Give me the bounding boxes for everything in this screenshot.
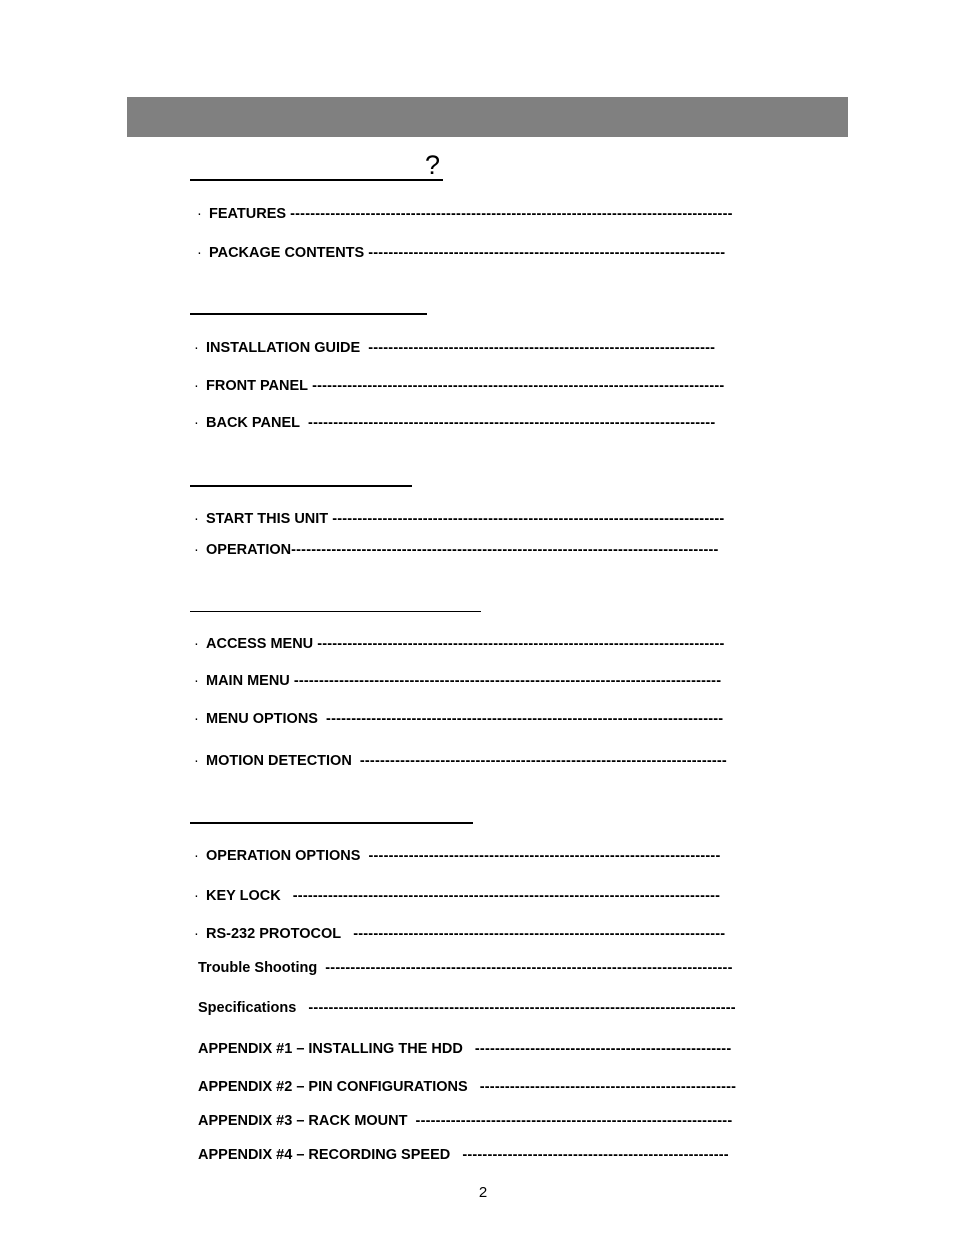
toc-entry-installation-guide[interactable] bbox=[194, 339, 764, 357]
toc-entry-access-menu[interactable] bbox=[194, 635, 759, 653]
toc-entry-motion-detection[interactable] bbox=[194, 752, 760, 770]
toc-entry-package-contents[interactable] bbox=[197, 244, 769, 262]
toc-leader: ------------------------------------------------------------------------------------- bbox=[308, 1000, 736, 1016]
toc-label: PACKAGE CONTENTS bbox=[209, 245, 365, 261]
toc-label: OPERATION OPTIONS bbox=[206, 848, 361, 864]
bullet: · bbox=[194, 926, 199, 942]
toc-leader: --------------------------------------------------------------------------------- bbox=[317, 636, 725, 652]
section-rule-3 bbox=[190, 485, 412, 487]
toc-leader: ------------------------------------------------------------------------------------- bbox=[292, 888, 721, 904]
toc-entry-trouble-shooting[interactable] bbox=[198, 959, 769, 977]
toc-entry-features[interactable] bbox=[197, 205, 767, 223]
toc-leader: ------------------------------------------------------------------------- bbox=[359, 753, 727, 769]
bullet: · bbox=[194, 848, 199, 864]
bullet: · bbox=[194, 753, 199, 769]
toc-entry-back-panel[interactable] bbox=[194, 414, 764, 432]
toc-entry-main-menu[interactable] bbox=[194, 672, 759, 690]
toc-entry-appendix-2[interactable] bbox=[198, 1078, 769, 1096]
bullet: · bbox=[194, 711, 199, 727]
toc-entry-specifications[interactable] bbox=[198, 999, 769, 1017]
toc-label: ACCESS MENU bbox=[206, 636, 314, 652]
bullet: · bbox=[194, 511, 199, 527]
toc-leader: ----------------------------------------------------- bbox=[462, 1147, 729, 1163]
toc-entry-appendix-3[interactable] bbox=[198, 1112, 769, 1130]
page-number: 2 bbox=[478, 1184, 488, 1201]
toc-leader: ---------------------------------------------------------------------------------------- bbox=[290, 206, 733, 222]
bullet: · bbox=[194, 673, 199, 689]
section-rule-5 bbox=[190, 822, 473, 824]
section-rule-2 bbox=[190, 313, 427, 315]
toc-leader: --------------------------------------------------- bbox=[474, 1041, 732, 1057]
toc-leader: ------------------------------------------------------------------------------ bbox=[332, 511, 725, 527]
toc-label: MAIN MENU bbox=[206, 673, 290, 689]
toc-label: MENU OPTIONS bbox=[206, 711, 318, 727]
header-bar bbox=[127, 97, 848, 137]
toc-label: START THIS UNIT bbox=[206, 511, 329, 527]
bullet: · bbox=[194, 378, 199, 394]
bullet: · bbox=[194, 888, 199, 904]
toc-leader: --------------------------------------------------------------------------------- bbox=[308, 415, 716, 431]
bullet: · bbox=[194, 542, 199, 558]
toc-leader: --------------------------------------------------------------------- bbox=[368, 340, 716, 356]
toc-label: OPERATION bbox=[206, 542, 292, 558]
toc-entry-start-this-unit[interactable] bbox=[194, 510, 765, 528]
toc-leader: --------------------------------------------------------------- bbox=[415, 1113, 733, 1129]
toc-entry-menu-options[interactable] bbox=[194, 710, 760, 728]
toc-leader: ----------------------------------------------------------------------- bbox=[368, 245, 726, 261]
toc-leader: ------------------------------------------------------------------------------- bbox=[326, 711, 724, 727]
bullet: · bbox=[194, 340, 199, 356]
toc-label: APPENDIX #1 – INSTALLING THE HDD bbox=[198, 1041, 463, 1057]
toc-leader: --------------------------------------------------- bbox=[479, 1079, 737, 1095]
section-1-question-mark: ? bbox=[425, 150, 441, 180]
bullet: · bbox=[197, 245, 202, 261]
toc-label: MOTION DETECTION bbox=[206, 753, 352, 769]
toc-leader: -------------------------------------------------------------------------- bbox=[353, 926, 726, 942]
bullet: · bbox=[194, 415, 199, 431]
toc-leader: ------------------------------------------------------------------------------------- bbox=[291, 542, 719, 558]
toc-entry-appendix-1[interactable] bbox=[198, 1040, 769, 1058]
toc-label: BACK PANEL bbox=[206, 415, 300, 431]
toc-label: RS-232 PROTOCOL bbox=[206, 926, 342, 942]
toc-label: INSTALLATION GUIDE bbox=[206, 340, 361, 356]
toc-entry-front-panel[interactable] bbox=[194, 377, 759, 395]
section-rule-4 bbox=[190, 611, 481, 612]
toc-entry-key-lock[interactable] bbox=[194, 887, 762, 905]
toc-label: FRONT PANEL bbox=[206, 378, 309, 394]
toc-leader: --------------------------------------------------------------------------------- bbox=[325, 960, 733, 976]
toc-label: Trouble Shooting bbox=[198, 960, 318, 976]
toc-entry-operation-options[interactable] bbox=[194, 847, 762, 865]
bullet: · bbox=[194, 636, 199, 652]
toc-label: APPENDIX #2 – PIN CONFIGURATIONS bbox=[198, 1079, 468, 1095]
toc-label: KEY LOCK bbox=[206, 888, 281, 904]
bullet: · bbox=[197, 206, 202, 222]
section-rule-1 bbox=[190, 179, 443, 181]
toc-label: FEATURES bbox=[209, 206, 287, 222]
toc-entry-appendix-4[interactable] bbox=[198, 1146, 769, 1164]
toc-label: Specifications bbox=[198, 1000, 297, 1016]
toc-label: APPENDIX #4 – RECORDING SPEED bbox=[198, 1147, 451, 1163]
toc-entry-operation[interactable] bbox=[194, 541, 765, 559]
toc-label: APPENDIX #3 – RACK MOUNT bbox=[198, 1113, 408, 1129]
toc-leader: ------------------------------------------------------------------------------------- bbox=[293, 673, 722, 689]
toc-leader: ---------------------------------------------------------------------- bbox=[368, 848, 721, 864]
toc-leader: ---------------------------------------------------------------------------------- bbox=[312, 378, 725, 394]
toc-entry-rs232-protocol[interactable] bbox=[194, 925, 762, 943]
